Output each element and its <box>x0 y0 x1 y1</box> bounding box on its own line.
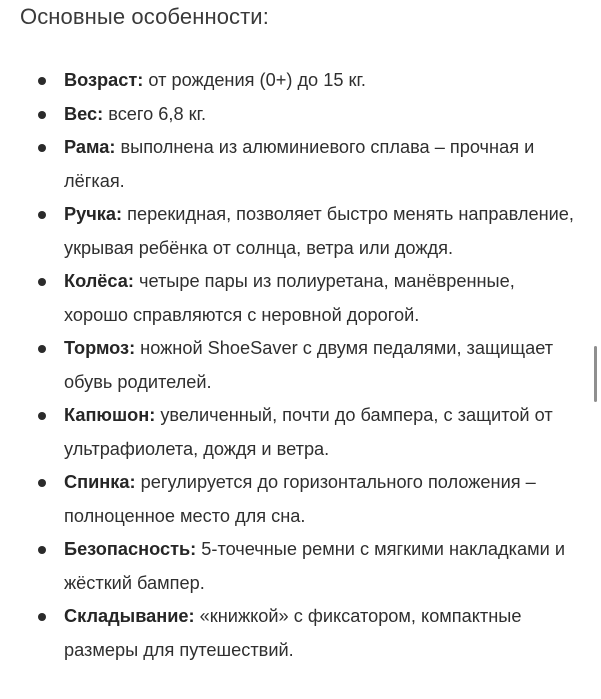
feature-label: Вес: <box>64 103 104 124</box>
list-item <box>0 466 590 533</box>
bullet-icon <box>38 144 46 152</box>
feature-text: ножной ShoeSaver с двумя педалями, защищает обувь родителей. <box>64 338 554 392</box>
list-item <box>0 399 590 466</box>
scrollbar-thumb[interactable] <box>594 346 597 402</box>
list-item <box>0 533 590 600</box>
feature-text: 5-точечные ремни с мягкими накладками и жёсткий бампер. <box>64 539 565 593</box>
bullet-icon <box>38 613 46 621</box>
feature-label: Рама: <box>64 137 116 157</box>
bullet-icon <box>38 479 46 487</box>
list-item <box>0 64 590 98</box>
feature-label: Возраст: <box>64 70 144 90</box>
feature-label: Ручка: <box>64 204 123 224</box>
list-item <box>0 131 590 198</box>
bullet-icon <box>38 77 46 85</box>
list-item <box>0 265 590 332</box>
list-item <box>0 198 590 265</box>
feature-label: Складывание: <box>64 606 195 626</box>
bullet-icon <box>38 546 46 554</box>
feature-label: Безопасность: <box>64 539 197 559</box>
feature-text: четыре пары из полиуретана, манёвренные, хорошо справляются с неровной дорогой. <box>64 271 515 325</box>
feature-text: «книжкой» с фиксатором, компактные размеры для путешествий. <box>64 606 522 660</box>
feature-text: всего 6,8 кг. <box>103 103 207 124</box>
bullet-icon <box>38 345 46 353</box>
list-item <box>0 332 590 399</box>
feature-text: перекидная, позволяет быстро менять направление, укрывая ребёнка от солнца, ветра или дождя. <box>64 204 574 258</box>
feature-text: увеличенный, почти до бампера, с защитой от ультрафиолета, дождя и ветра. <box>64 405 553 459</box>
feature-label: Тормоз: <box>64 338 136 358</box>
bullet-icon <box>38 211 46 219</box>
bullet-icon <box>38 412 46 420</box>
feature-text: от рождения (0+) до 15 кг. <box>143 70 366 90</box>
feature-label: Капюшон: <box>64 405 156 425</box>
section-heading: Основные особенности: <box>20 4 269 29</box>
bullet-icon <box>38 278 46 286</box>
bullet-icon <box>38 111 46 119</box>
feature-label: Спинка: <box>64 472 136 492</box>
feature-label: Колёса: <box>64 271 134 291</box>
feature-text: регулируется до горизонтального положения – полноценное место для сна. <box>64 472 536 526</box>
features-list <box>0 64 590 667</box>
list-item <box>0 600 590 667</box>
feature-text: выполнена из алюминиевого сплава – прочная и лёгкая. <box>64 137 535 191</box>
list-item <box>0 98 590 132</box>
